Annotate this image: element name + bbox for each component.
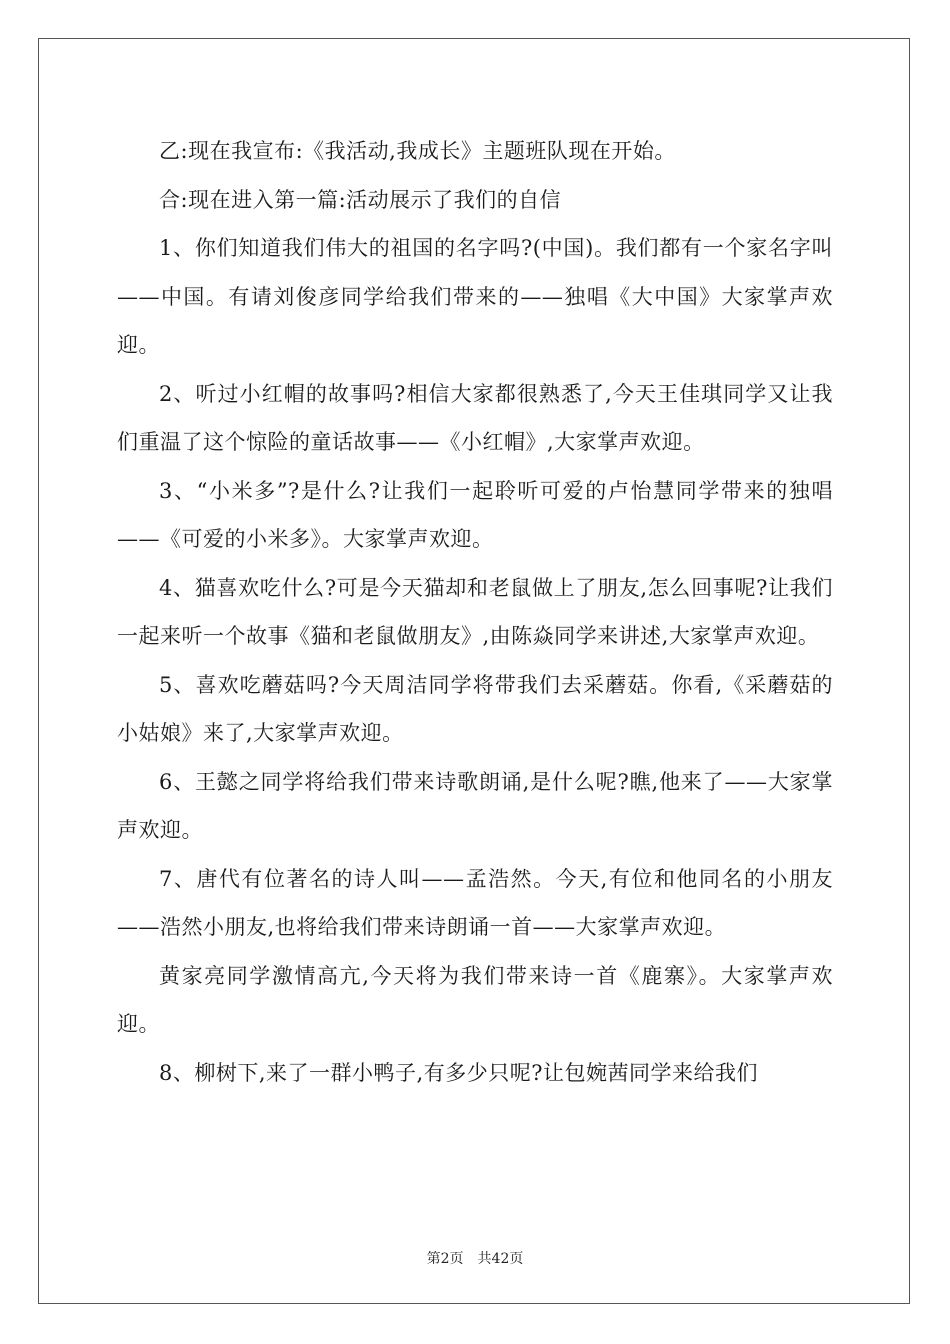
paragraph-item-7: 7、唐代有位著名的诗人叫——孟浩然。今天,有位和他同名的小朋友——浩然小朋友,也将给我们带来诗朗诵一首——大家掌声欢迎。 — [117, 866, 833, 939]
page-total: 共42页 — [477, 1251, 524, 1267]
page-number: 第2页 — [426, 1251, 464, 1267]
paragraph-item-2: 2、听过小红帽的故事吗?相信大家都很熟悉了,今天王佳琪同学又让我们重温了这个惊险的童话故事——《小红帽》,大家掌声欢迎。 — [117, 381, 833, 454]
paragraph-announcement: 乙:现在我宣布:《我活动,我成长》主题班队现在开始。 — [159, 139, 676, 163]
paragraph-item-4: 4、猫喜欢吃什么?可是今天猫却和老鼠做上了朋友,怎么回事呢?让我们一起来听一个故事《猫和老鼠做朋友》,由陈焱同学来讲述,大家掌声欢迎。 — [117, 575, 833, 648]
paragraph-item-6: 6、王懿之同学将给我们带来诗歌朗诵,是什么呢?瞧,他来了——大家掌声欢迎。 — [117, 769, 833, 842]
paragraph-item-1: 1、你们知道我们伟大的祖国的名字吗?(中国)。我们都有一个家名字叫——中国。有请刘俊彦同学给我们带来的——独唱《大中国》大家掌声欢迎。 — [117, 236, 833, 357]
paragraph-section-intro: 合:现在进入第一篇:活动展示了我们的自信 — [159, 187, 562, 212]
paragraph-item-7b: 黄家亮同学激情高亢,今天将为我们带来诗一首《鹿寨》。大家掌声欢迎。 — [117, 963, 833, 1036]
document-body — [117, 127, 833, 1097]
paragraph-item-8: 8、柳树下,来了一群小鸭子,有多少只呢?让包婉茜同学来给我们 — [159, 1060, 758, 1085]
paragraph-item-3: 3、“小米多”?是什么?让我们一起聆听可爱的卢怡慧同学带来的独唱——《可爱的小米多》。大家掌声欢迎。 — [117, 478, 833, 551]
paragraph-item-5: 5、喜欢吃蘑菇吗?今天周洁同学将带我们去采蘑菇。你看,《采蘑菇的小姑娘》来了,大家掌声欢迎。 — [117, 672, 833, 745]
page-footer — [0, 1248, 950, 1268]
